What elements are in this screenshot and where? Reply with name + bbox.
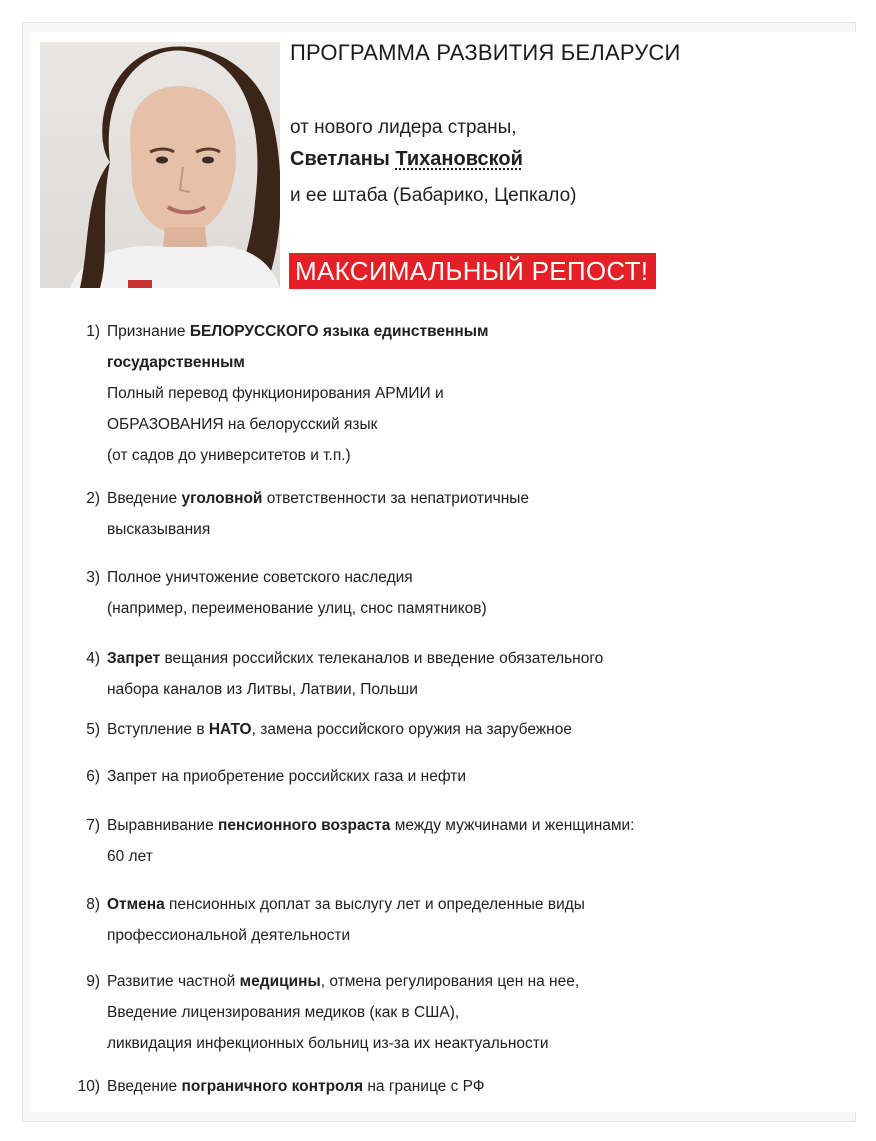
list-item-number: 5) <box>86 721 100 738</box>
list-item-line <box>107 716 572 744</box>
list-item-number: 2) <box>86 490 100 507</box>
list-item-line <box>107 1073 485 1101</box>
list-item-number: 9) <box>86 973 100 990</box>
list-item-line <box>107 349 245 377</box>
list-item-line <box>107 485 529 513</box>
line-text: 60 лет <box>107 848 153 865</box>
emphasis-text: пограничного контроля <box>181 1078 364 1095</box>
line-text: ликвидация инфекционных больниц из-за их неактуальности <box>107 1035 549 1052</box>
line-text: Выравнивание <box>107 817 218 834</box>
emphasis-text: медицины <box>239 973 321 990</box>
line-text: Развитие частной <box>107 973 240 990</box>
list-item-line <box>107 516 210 544</box>
list-item-line <box>107 676 418 704</box>
line-text: Полный перевод функционирования АРМИИ и <box>107 385 444 402</box>
emphasis-text: государственным <box>107 354 245 371</box>
list-item-line <box>107 564 413 592</box>
list-item-line <box>107 645 603 673</box>
line-text: пенсионных доплат за выслугу лет и определенные виды <box>164 896 585 913</box>
line-text: Запрет на приобретение российских газа и нефти <box>107 768 466 785</box>
list-item-number: 4) <box>86 650 100 667</box>
line-text: между мужчинами и женщинами: <box>390 817 635 834</box>
leader-last-name: Тихановской <box>395 148 523 170</box>
line-text: вещания российских телеканалов и введение обязательного <box>160 650 604 667</box>
subtitle-line-1: от нового лидера страны, <box>290 117 517 138</box>
line-text: Введение лицензирования медиков (как в США), <box>107 1004 460 1021</box>
emphasis-text: пенсионного возраста <box>218 817 391 834</box>
document-title: ПРОГРАММА РАЗВИТИЯ БЕЛАРУСИ <box>290 40 681 65</box>
emphasis-text: НАТО <box>208 721 252 738</box>
line-text: набора каналов из Литвы, Латвии, Польши <box>107 681 418 698</box>
line-text: Введение <box>107 1078 182 1095</box>
list-item-line <box>107 968 579 996</box>
list-item-line <box>107 763 466 791</box>
line-text: Полное уничтожение советского наследия <box>107 569 413 586</box>
emphasis-text: Отмена <box>107 896 165 913</box>
list-item-number: 10) <box>77 1078 100 1095</box>
line-text: , отмена регулирования цен на нее, <box>320 973 580 990</box>
list-item-number: 8) <box>86 896 100 913</box>
line-text: Введение <box>107 490 182 507</box>
line-text: профессиональной деятельности <box>107 927 351 944</box>
list-item-line <box>107 843 153 871</box>
list-item-line <box>107 595 487 623</box>
line-text: ответственности за непатриотичные <box>262 490 530 507</box>
list-item-number: 3) <box>86 569 100 586</box>
list-item-line <box>107 411 377 439</box>
list-item-line <box>107 812 635 840</box>
list-item-line <box>107 1030 549 1058</box>
line-text: , замена российского оружия на зарубежное <box>251 721 572 738</box>
line-text: Вступление в <box>107 721 209 738</box>
line-text: на границе с РФ <box>363 1078 485 1095</box>
emphasis-text: БЕЛОРУССКОГО языка единственным <box>189 323 489 340</box>
list-item-line <box>107 380 444 408</box>
list-item-number: 1) <box>86 323 100 340</box>
line-text: (например, переименование улиц, снос памятников) <box>107 600 487 617</box>
emphasis-text: уголовной <box>181 490 263 507</box>
line-text: ОБРАЗОВАНИЯ на белорусский язык <box>107 416 378 433</box>
list-item-line <box>107 999 459 1027</box>
list-item-line <box>107 922 350 950</box>
list-item-line <box>107 891 585 919</box>
list-item-number: 7) <box>86 817 100 834</box>
emphasis-text: Запрет <box>107 650 161 667</box>
line-text: (от садов до университетов и т.п.) <box>107 447 351 464</box>
line-text: высказывания <box>107 521 211 538</box>
list-item-number: 6) <box>86 768 100 785</box>
line-text: Признание <box>107 323 190 340</box>
list-item-line <box>107 318 489 346</box>
repost-banner: МАКСИМАЛЬНЫЙ РЕПОСТ! <box>289 253 656 289</box>
subtitle-line-2 <box>290 148 523 171</box>
subtitle-line-3: и ее штаба (Бабарико, Цепкало) <box>290 185 577 206</box>
portrait-photo <box>40 42 280 288</box>
list-item-line <box>107 442 351 470</box>
leader-first-name: Светланы <box>290 148 396 170</box>
